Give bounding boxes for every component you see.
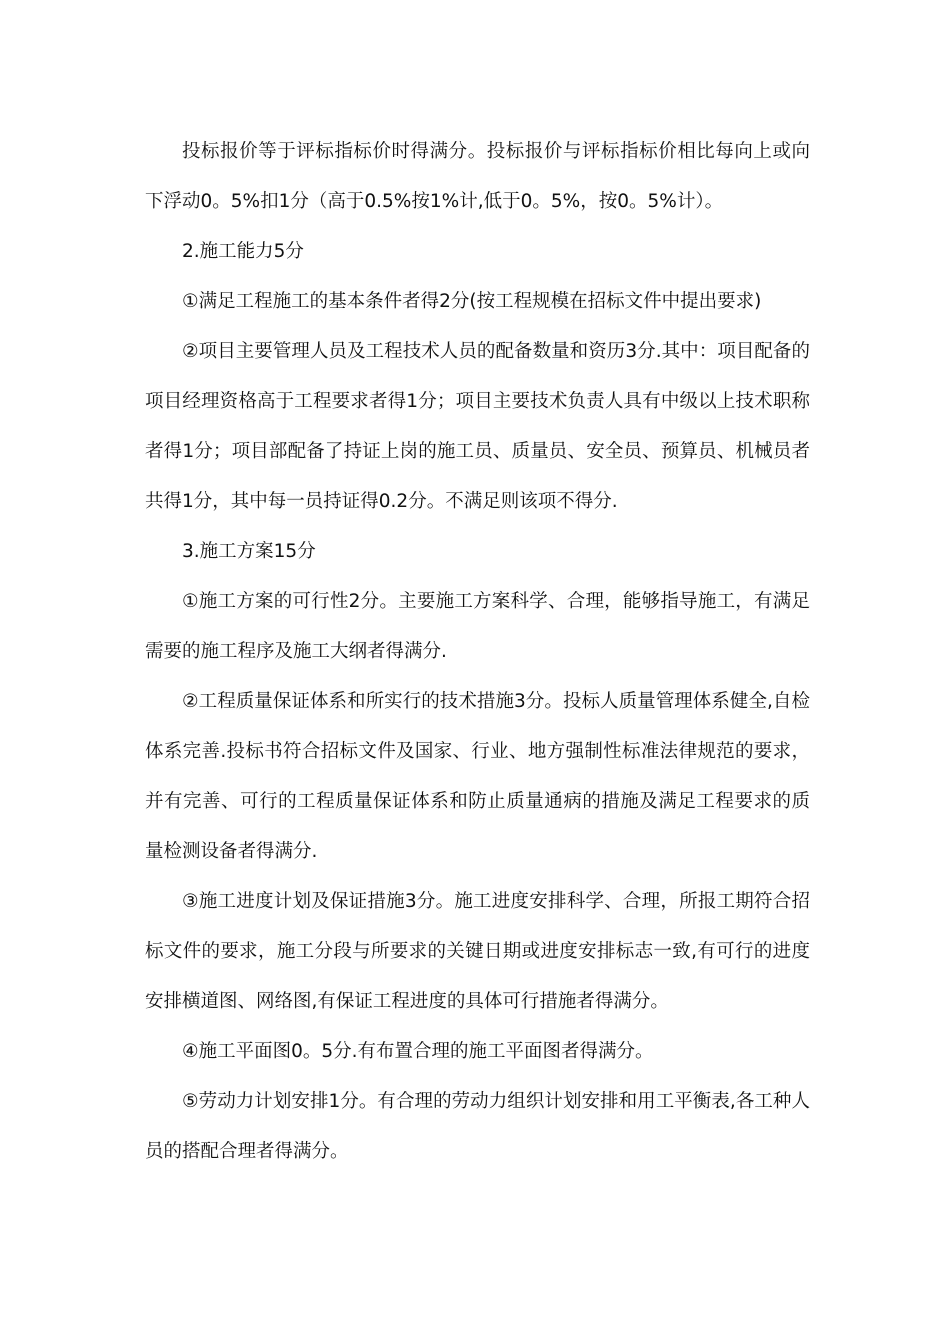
- heading-construction-plan: 3.施工方案15分: [182, 541, 316, 562]
- paragraph-site-layout: ④施工平面图0。5分.有布置合理的施工平面图者得满分。: [182, 1041, 654, 1062]
- paragraph-plan-feasibility: ①施工方案的可行性2分。主要施工方案科学、合理，能够指导施工，有满足需要的施工程序及施工大纲者得满分.: [145, 591, 810, 662]
- paragraph-personnel-staffing: ②项目主要管理人员及工程技术人员的配备数量和资历3分.其中：项目配备的项目经理资格高于工程要求者得1分；项目主要技术负责人具有中级以上技术职称者得1分；项目部配备了持证上岗的施工员、质量员、安全员、预算员、机械员者共得1分，其中每一员持证得0.2分。不满足则该项不得分.: [145, 341, 810, 512]
- paragraph-bid-price-scoring: 投标报价等于评标指标价时得满分。投标报价与评标指标价相比每向上或向下浮动0。5%扣1分（高于0.5%按1%计,低于0。5%，按0。5%计）。: [145, 141, 810, 212]
- paragraph-quality-assurance: ②工程质量保证体系和所实行的技术措施3分。投标人质量管理体系健全,自检体系完善.投标书符合招标文件及国家、行业、地方强制性标准法律规范的要求，并有完善、可行的工程质量保证体系和防止质量通病的措施及满足工程要求的质量检测设备者得满分.: [145, 691, 810, 862]
- document-body: [145, 127, 810, 1177]
- paragraph-schedule-plan: ③施工进度计划及保证措施3分。施工进度安排科学、合理，所报工期符合招标文件的要求，施工分段与所要求的关键日期或进度安排标志一致,有可行的进度安排横道图、网络图,有保证工程进度的具体可行措施者得满分。: [145, 891, 810, 1012]
- paragraph-labor-plan: ⑤劳动力计划安排1分。有合理的劳动力组织计划安排和用工平衡表,各工种人员的搭配合理者得满分。: [145, 1091, 810, 1162]
- paragraph-basic-conditions: ①满足工程施工的基本条件者得2分(按工程规模在招标文件中提出要求): [182, 291, 762, 312]
- heading-construction-capability: 2.施工能力5分: [182, 241, 304, 262]
